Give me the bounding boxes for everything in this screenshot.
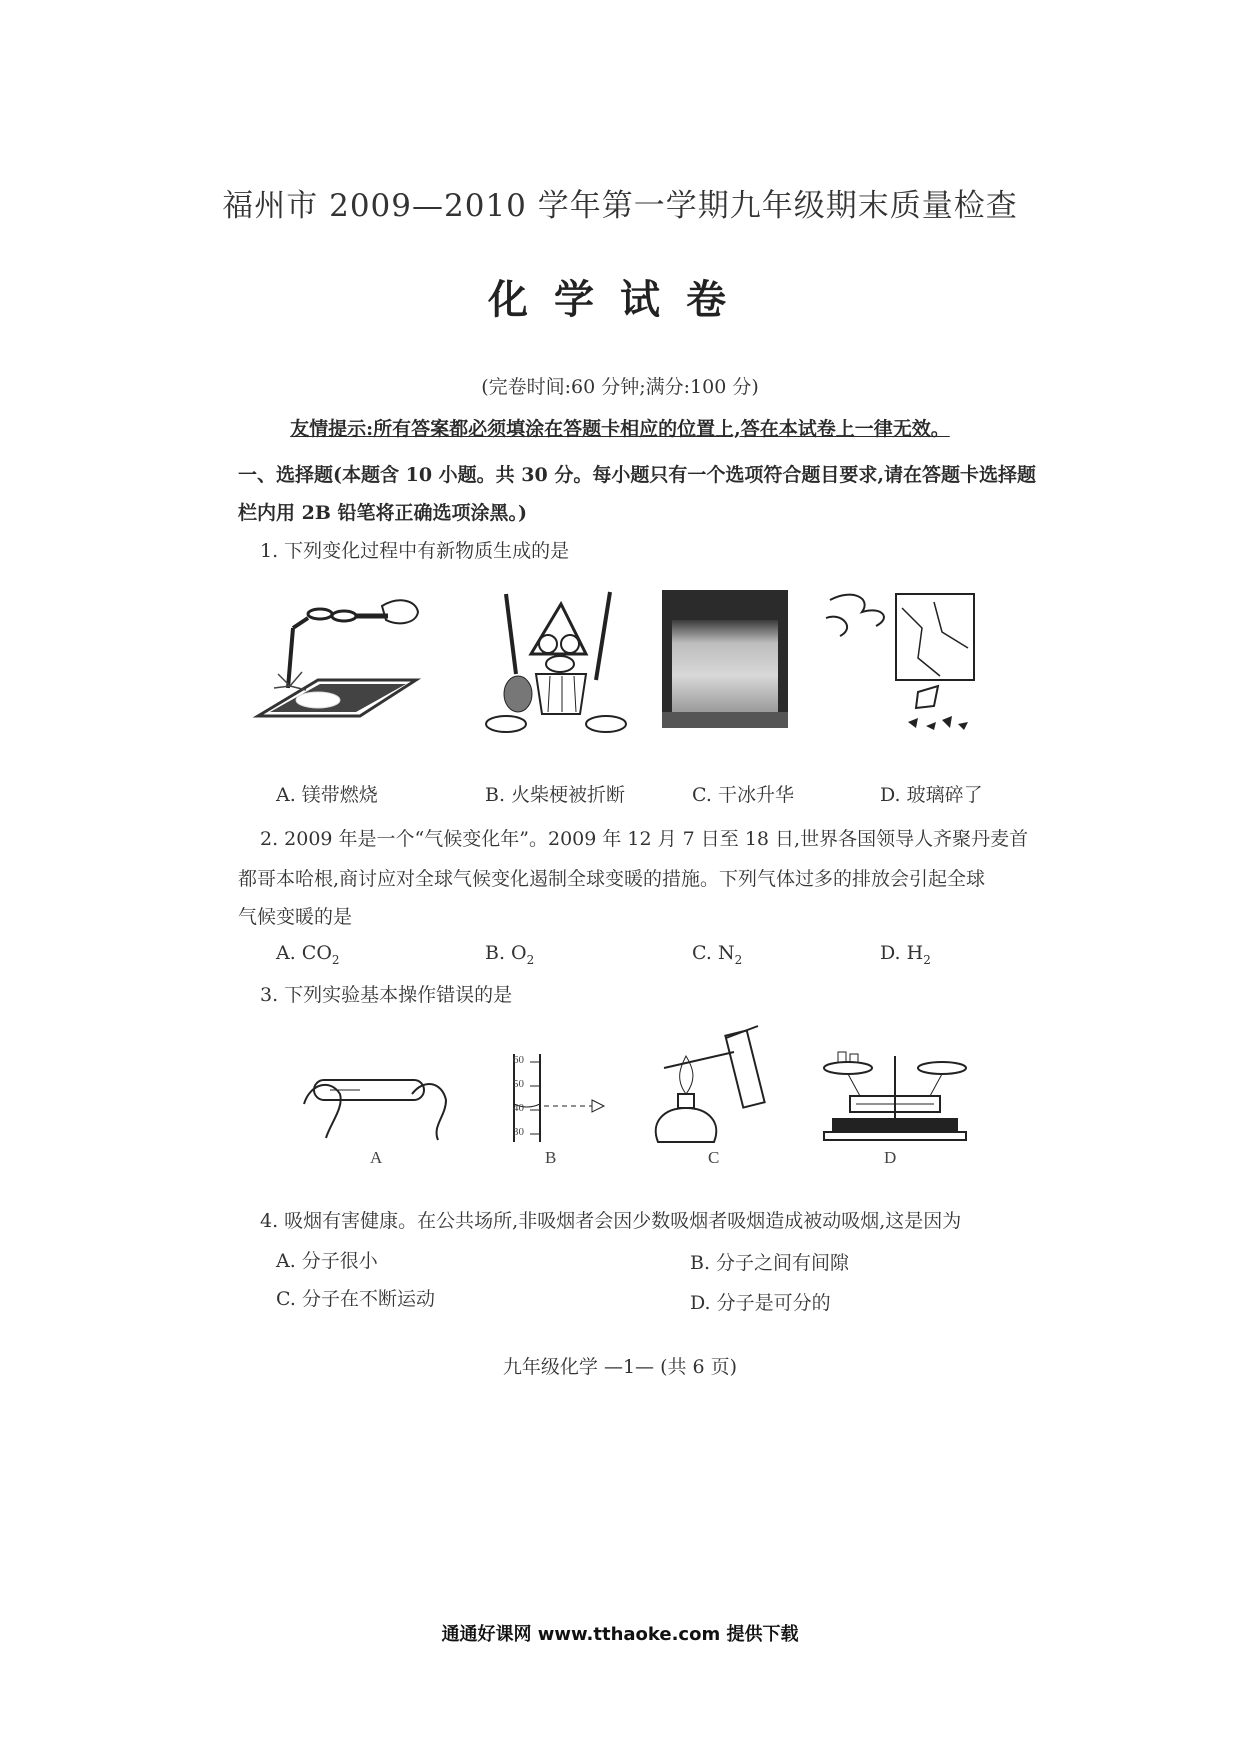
q4-option-d: D. 分子是可分的 bbox=[690, 1292, 831, 1314]
download-credit: 通通好课网 www.tthaoke.com 提供下载 bbox=[441, 1624, 799, 1645]
q2-option-d-sub: 2 bbox=[923, 952, 931, 967]
question-2-stem-line1: 2. 2009 年是一个“气候变化年”。2009 年 12 月 7 日至 18 日,世界各国领导人齐聚丹麦首 bbox=[260, 828, 1029, 850]
q2-option-d-text: D. H bbox=[880, 942, 924, 964]
subject-title: 化学试卷 bbox=[488, 276, 752, 323]
q2-option-a bbox=[276, 942, 340, 967]
section-heading: 一、选择题(本题含 10 小题。共 30 分。每小题只有一个选项符合题目要求,请在答题卡选择题栏内用 2B 铅笔将正确选项涂黑。) bbox=[238, 464, 1036, 524]
cylinder-tick-60: 60 bbox=[513, 1054, 524, 1066]
exam-title: 福州市 2009—2010 学年第一学期九年级期末质量检查 bbox=[222, 188, 1018, 224]
q2-option-b-sub: 2 bbox=[526, 952, 535, 967]
question-2-stem-line3: 气候变暖的是 bbox=[238, 906, 353, 928]
dry-ice-photo-icon bbox=[662, 590, 788, 728]
q4-option-b: B. 分子之间有间隙 bbox=[690, 1252, 850, 1274]
q2-option-d bbox=[880, 942, 931, 967]
test-tube-heating-icon bbox=[300, 1064, 450, 1144]
magnesium-burning-icon bbox=[248, 588, 428, 728]
q3-label-a: A bbox=[370, 1148, 383, 1167]
cylinder-tick-30: 30 bbox=[513, 1126, 524, 1138]
q2-option-b bbox=[485, 942, 534, 967]
q1-option-c: C. 干冰升华 bbox=[692, 784, 794, 806]
question-3-stem: 3. 下列实验基本操作错误的是 bbox=[260, 984, 513, 1006]
q3-label-b: B bbox=[545, 1148, 557, 1167]
matchstick-cartoon-icon bbox=[476, 584, 636, 734]
q4-option-c: C. 分子在不断运动 bbox=[276, 1288, 435, 1310]
q4-option-a: A. 分子很小 bbox=[276, 1250, 378, 1272]
q3-label-d: D bbox=[884, 1148, 897, 1167]
q2-option-c-text: C. N bbox=[692, 942, 735, 964]
q1-option-d: D. 玻璃碎了 bbox=[880, 784, 983, 806]
q3-label-c: C bbox=[708, 1148, 720, 1167]
question-2-stem-line2: 都哥本哈根,商讨应对全球气候变化遏制全球变暖的措施。下列气体过多的排放会引起全球 bbox=[238, 868, 986, 890]
question-1-stem: 1. 下列变化过程中有新物质生成的是 bbox=[260, 540, 570, 562]
q2-option-a-sub: 2 bbox=[331, 952, 340, 967]
notice-text: 友情提示:所有答案都必须填涂在答题卡相应的位置上,答在本试卷上一律无效。 bbox=[290, 418, 950, 440]
broken-glass-icon bbox=[822, 588, 982, 738]
q2-option-b-text: B. O bbox=[485, 942, 527, 964]
exam-notice bbox=[0, 414, 1240, 441]
cylinder-tick-40: 40 bbox=[513, 1102, 524, 1114]
q2-option-c bbox=[692, 942, 742, 967]
q1-option-a: A. 镁带燃烧 bbox=[276, 784, 378, 806]
q2-option-c-sub: 2 bbox=[734, 952, 743, 967]
balance-scale-icon bbox=[820, 1046, 970, 1142]
q1-option-b: B. 火柴梗被折断 bbox=[485, 784, 626, 806]
page-footer: 九年级化学 —1— (共 6 页) bbox=[502, 1356, 738, 1378]
alcohol-lamp-icon bbox=[644, 1022, 784, 1148]
question-4-stem: 4. 吸烟有害健康。在公共场所,非吸烟者会因少数吸烟者吸烟造成被动吸烟,这是因为 bbox=[260, 1210, 962, 1232]
exam-meta: (完卷时间:60 分钟;满分:100 分) bbox=[481, 376, 759, 398]
cylinder-tick-50: 50 bbox=[513, 1078, 524, 1090]
q2-option-a-text: A. CO bbox=[276, 942, 332, 964]
